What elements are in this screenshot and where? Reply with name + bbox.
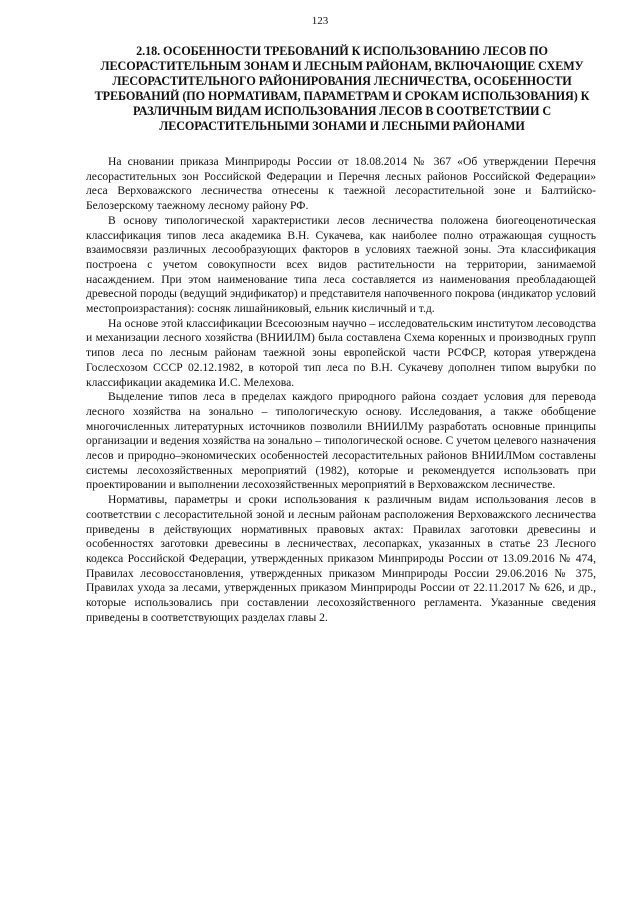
page-number: 123 (311, 15, 329, 27)
body-text (86, 155, 596, 626)
paragraph: Нормативы, параметры и сроки использования к различным видам использования лесов в соответствии с лесорастительной зоной и лесным районам расположения Верховажского лесничества приведены в действующих нормативных правовых актах: Правилах заготовки древесины и особенностях заготовки древесины в лесничествах, лесопарках, указанных в статье 23 Лесного кодекса Российской Федерации, утвержденных приказом Минприроды России от 13.09.2016 № 474, Правилах лесовосстановления, утвержденных приказом Минприроды России 29.06.2016 № 375, Правилах ухода за лесами, утвержденных приказом Минприроды России от 22.11.2017 № 626, и др., которые использовались при составлении лесохозяйственного регламента. Указанные сведения приведены в соответствующих разделах главы 2. (86, 493, 596, 624)
paragraph: В основу типологической характеристики лесов лесничества положена биогеоценотическая классификация типов леса академика В.Н. Сукачева, как наиболее полно отражающая сущность взаимосвязи различных лесообразующих факторов в условиях таежной зоны. Эта классификация построена с учетом совокупности всех видов растительности на территории, занимаемой насаждением. При этом наименование типа леса составляется из наименования преобладающей древесной породы (ведущий эндификатор) и представителя напочвенного покрова (индикатор условий местопроизрастания): сосняк лишайниковый, ельник кисличный и т.д. (86, 213, 596, 316)
paragraph: На сновании приказа Минприроды России от 18.08.2014 № 367 «Об утверждении Перечня лесорастительных зон Российской Федерации и Перечня лесных районов Российской Федерации» леса Верховажского лесничества отнесены к таежной лесорастительной зоне и Балтийско-Белозерскому таежному лесному району РФ. (86, 155, 596, 213)
paragraph: На основе этой классификации Всесоюзным научно – исследовательским институтом лесоводства и механизации лесного хозяйства (ВНИИЛМ) была составлена Схема коренных и производных групп типов леса по лесным районам таежной зоны европейской части РСФСР, которая утверждена Гослесхозом СССР 02.12.1982, в которой тип леса по В.Н. Сукачеву дополнен типом вырубки по классификации академика И.С. Мелехова. (86, 316, 596, 389)
section-heading: 2.18. ОСОБЕННОСТИ ТРЕБОВАНИЙ К ИСПОЛЬЗОВАНИЮ ЛЕСОВ ПО ЛЕСОРАСТИТЕЛЬНЫМ ЗОНАМ И ЛЕСНЫМ РАЙОНАМ, ВКЛЮЧАЮЩИЕ СХЕМУ ЛЕСОРАСТИТЕЛЬНОГО РАЙОНИРОВАНИЯ ЛЕСНИЧЕСТВА, ОСОБЕННОСТИ ТРЕБОВАНИЙ (ПО НОРМАТИВАМ, ПАРАМЕТРАМ И СРОКАМ ИСПОЛЬЗОВАНИЯ) К РАЗЛИЧНЫМ ВИДАМ ИСПОЛЬЗОВАНИЯ ЛЕСОВ В СООТВЕТСТВИИ С ЛЕСОРАСТИТЕЛЬНЫМИ ЗОНАМИ И ЛЕСНЫМИ РАЙОНАМИ (94, 44, 590, 133)
paragraph: Выделение типов леса в пределах каждого природного района создает условия для перевода лесного хозяйства на зонально – типологическую основу. Исследования, а также обобщение многочисленных литературных источников позволили ВНИИЛМу разработать основные принципы организации и ведения хозяйства на зонально – типологической основе. С учетом целевого назначения лесов и природно–экономических особенностей лесорастительных районов ВНИИЛМом составлены системы лесохозяйственных мероприятий (1982), которые и рекомендуется использовать при проектировании и выполнении лесохозяйственных мероприятий в Верховажском лесничестве. (86, 390, 596, 492)
